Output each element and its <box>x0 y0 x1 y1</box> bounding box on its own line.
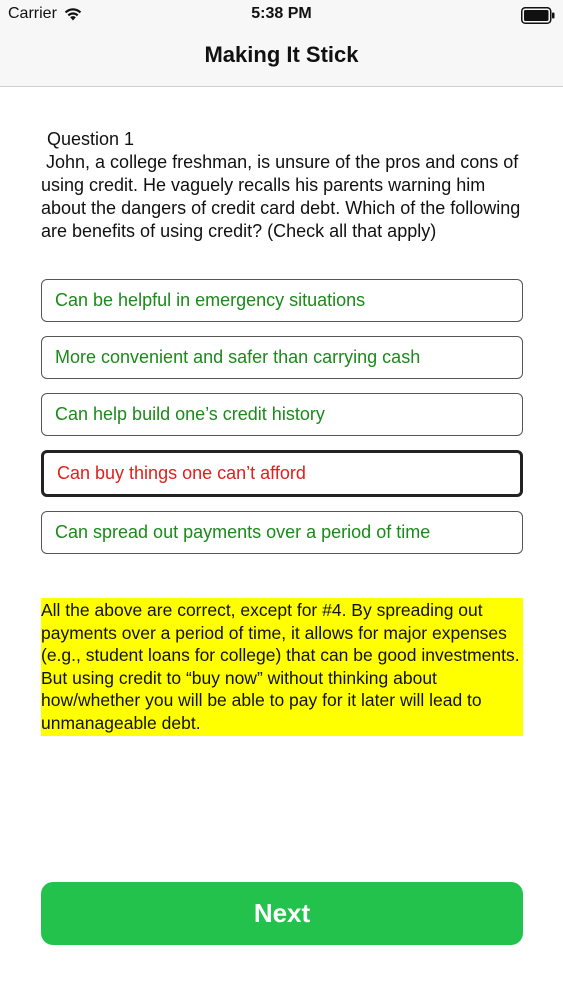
answer-option-3[interactable] <box>41 393 523 436</box>
answer-option-label: Can buy things one can’t afford <box>57 463 306 483</box>
answer-option-label: More convenient and safer than carrying cash <box>55 347 421 367</box>
battery-icon <box>521 7 555 24</box>
question-block <box>41 128 526 243</box>
page-title: Making It Stick <box>204 42 359 67</box>
answer-option-2[interactable] <box>41 336 523 379</box>
question-number: Question 1 <box>47 129 135 149</box>
answer-feedback: All the above are correct, except for #4. By spreading out payments over a period of time, it allows for major expenses (e.g., student loans for college) that can be good investments. But using credit to “buy now” without thinking about how/whether you will be able to pay for it later will lead to unmanageable debt. <box>41 598 523 736</box>
answer-option-1[interactable] <box>41 279 523 322</box>
navigation-bar <box>0 30 563 87</box>
status-bar <box>0 0 563 30</box>
answer-option-5[interactable] <box>41 511 523 554</box>
answer-options <box>41 279 523 568</box>
answer-option-label: Can be helpful in emergency situations <box>55 290 366 310</box>
question-text: John, a college freshman, is unsure of the pros and cons of using credit. He vaguely recalls his parents warning him about the dangers of credit card debt. Which of the following are benefits of using credit? (Check all that apply) <box>41 152 526 241</box>
status-time: 5:38 PM <box>251 5 312 22</box>
answer-option-label: Can spread out payments over a period of time <box>55 522 431 542</box>
next-button[interactable]: Next <box>41 882 523 945</box>
answer-option-4[interactable] <box>41 450 523 497</box>
answer-option-label: Can help build one’s credit history <box>55 404 325 424</box>
carrier-label: Carrier <box>8 5 57 22</box>
